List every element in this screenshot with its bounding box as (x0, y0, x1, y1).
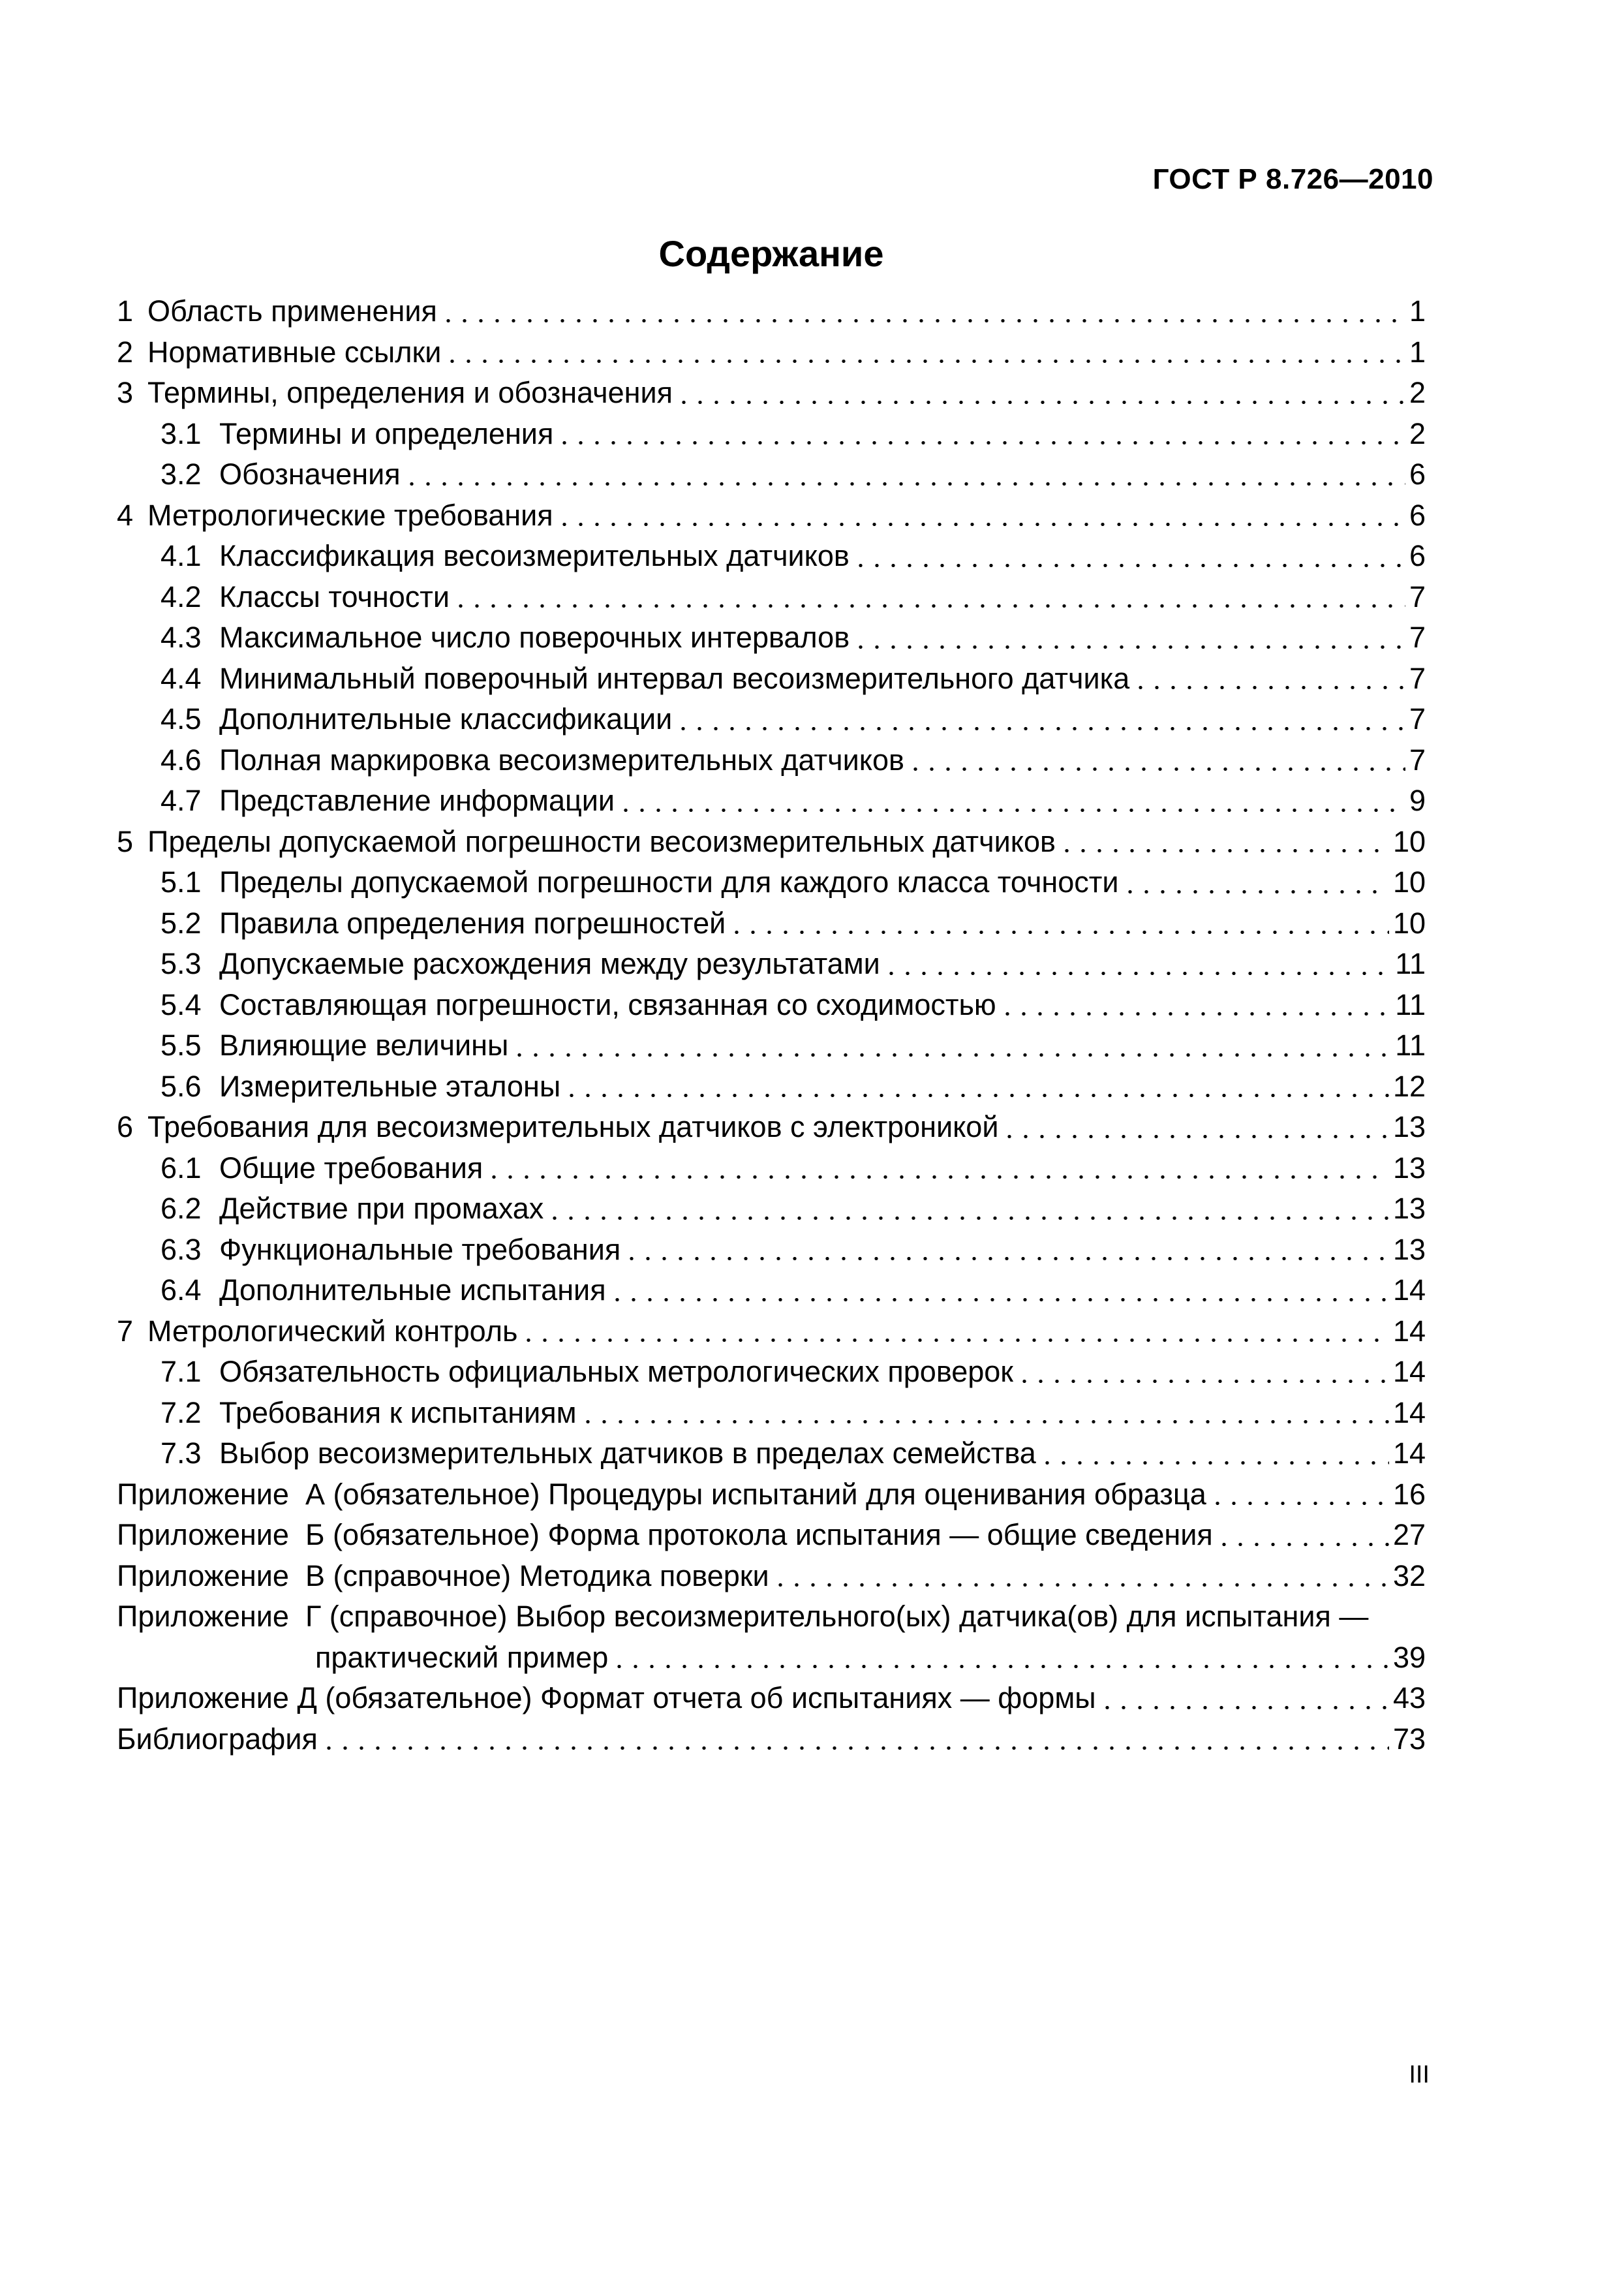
toc-page-number: 7 (1409, 702, 1426, 736)
toc-item-number: 5 (117, 824, 134, 858)
toc-item-label: Приложение Г (справочное) Выбор весоизмерительного(ых) датчика(ов) для испытания — (117, 1600, 1369, 1633)
toc-item-number: 4.1 (161, 539, 202, 572)
toc-page-number: 11 (1395, 947, 1426, 980)
toc-page-number: 6 (1409, 539, 1426, 572)
toc-page-number: 43 (1392, 1681, 1426, 1714)
toc-item-number: 5.5 (161, 1029, 202, 1062)
toc-item-label: Функциональные требования (219, 1232, 621, 1266)
toc-item-label: Приложение А (обязательное) Процедуры испытаний для оценивания образца (117, 1477, 1206, 1511)
toc-page-number: 14 (1392, 1395, 1426, 1429)
toc-page-number: 7 (1409, 661, 1426, 695)
dot-leader (1129, 659, 1405, 700)
dot-leader (553, 414, 1405, 455)
toc-item-number: 7 (117, 1314, 134, 1348)
dot-leader (553, 495, 1405, 536)
toc-item-label: Обязательность официальных метрологических проверок (219, 1355, 1013, 1388)
toc-item-label: Дополнительные классификации (219, 702, 673, 736)
toc-page-number: 27 (1392, 1518, 1426, 1551)
toc-item-label: Допускаемые расхождения между результатами (219, 947, 880, 980)
toc-item-number: 7.1 (161, 1355, 202, 1388)
toc-item-label: Минимальный поверочный интервал весоизмерительного датчика (219, 661, 1130, 695)
toc-item-number: 6 (117, 1110, 134, 1143)
toc-page-number: 32 (1392, 1558, 1426, 1592)
toc-item-number: 5.3 (161, 947, 202, 980)
dot-leader (1206, 1474, 1389, 1515)
dot-leader (508, 1025, 1391, 1066)
toc-page-number: 11 (1395, 987, 1426, 1021)
dot-leader (577, 1393, 1389, 1434)
toc-row (117, 1433, 1426, 1474)
toc-page-number: 12 (1392, 1069, 1426, 1103)
toc-row (117, 1515, 1426, 1556)
toc-page-number: 13 (1392, 1192, 1426, 1225)
dot-leader (1056, 822, 1389, 863)
toc-row (117, 659, 1426, 700)
toc-item-label: Выбор весоизмерительных датчиков в пределах семейства (219, 1436, 1036, 1470)
toc-page-number: 14 (1392, 1436, 1426, 1470)
toc-item-number: 4.3 (161, 621, 202, 654)
toc-item-label: Пределы допускаемой погрешности для каждого класса точности (219, 865, 1119, 899)
toc-item-number: 6.4 (161, 1273, 202, 1307)
toc-row (117, 1637, 1426, 1679)
toc-item-label: практический пример (315, 1640, 609, 1674)
toc-row (117, 1270, 1426, 1311)
toc-item-label: Термины и определения (219, 416, 554, 450)
toc-item-label: Измерительные эталоны (219, 1069, 561, 1103)
table-of-contents (117, 291, 1426, 1759)
dot-leader (441, 332, 1405, 373)
dot-leader (620, 1230, 1389, 1271)
toc-row (117, 781, 1426, 822)
toc-row (117, 1352, 1426, 1393)
toc-row (117, 373, 1426, 414)
toc-page-number: 10 (1392, 865, 1426, 899)
toc-item-number: 5.6 (161, 1069, 202, 1103)
toc-page-number: 13 (1392, 1110, 1426, 1143)
dot-leader (615, 781, 1405, 822)
dot-leader (450, 577, 1405, 618)
toc-row (117, 903, 1426, 944)
toc-item-number: 7.3 (161, 1436, 202, 1470)
toc-row (117, 1230, 1426, 1271)
sheet-number: III (1409, 2061, 1430, 2088)
toc-item-number: 3.2 (161, 457, 202, 491)
toc-item-number: 6.3 (161, 1232, 202, 1266)
toc-row (117, 617, 1426, 659)
toc-item-number: 4.5 (161, 702, 202, 736)
dot-leader (1036, 1433, 1389, 1474)
dot-leader (606, 1270, 1389, 1311)
toc-page-number: 11 (1395, 1029, 1426, 1062)
dot-leader (998, 1107, 1388, 1148)
toc-item-label: Максимальное число поверочных интервалов (219, 621, 850, 654)
toc-page-number: 7 (1409, 743, 1426, 777)
toc-row (117, 985, 1426, 1026)
toc-row (117, 291, 1426, 332)
toc-item-label: Пределы допускаемой погрешности весоизмерительных датчиков (147, 824, 1056, 858)
dot-leader (726, 903, 1389, 944)
toc-page-number: 2 (1409, 416, 1426, 450)
toc-page-number: 73 (1392, 1722, 1426, 1756)
toc-page-number: 14 (1392, 1273, 1426, 1307)
toc-item-label: Дополнительные испытания (219, 1273, 606, 1307)
toc-item-label: Приложение В (справочное) Методика поверки (117, 1558, 769, 1592)
toc-item-number: 4.7 (161, 784, 202, 817)
toc-row (117, 414, 1426, 455)
toc-row (117, 1393, 1426, 1434)
toc-row (117, 1311, 1426, 1352)
dot-leader (850, 536, 1405, 577)
toc-page-number: 1 (1409, 294, 1426, 328)
toc-page-number: 14 (1392, 1355, 1426, 1388)
dot-leader (880, 944, 1391, 985)
toc-row (117, 1107, 1426, 1148)
toc-page-number: 13 (1392, 1151, 1426, 1185)
dot-leader (1096, 1678, 1389, 1719)
dot-leader (483, 1148, 1389, 1189)
toc-row (117, 332, 1426, 373)
toc-row (117, 822, 1426, 863)
toc-item-label: Приложение Б (обязательное) Форма протокола испытания — общие сведения (117, 1518, 1213, 1551)
toc-item-label: Классы точности (219, 580, 450, 613)
toc-item-label: Метрологический контроль (147, 1314, 518, 1348)
dot-leader (608, 1637, 1389, 1679)
page-title: Содержание (658, 233, 884, 274)
toc-item-label: Действие при промахах (219, 1192, 544, 1225)
toc-item-number: 4.2 (161, 580, 202, 613)
toc-row (117, 495, 1426, 536)
toc-item-label: Требования к испытаниям (219, 1395, 577, 1429)
toc-page-number: 6 (1409, 457, 1426, 491)
toc-item-number: 5.4 (161, 987, 202, 1021)
toc-item-number: 3 (117, 376, 134, 409)
toc-page-number: 10 (1392, 824, 1426, 858)
toc-item-number: 6.1 (161, 1151, 202, 1185)
toc-page-number: 7 (1409, 580, 1426, 613)
toc-page-number: 13 (1392, 1232, 1426, 1266)
toc-row (117, 862, 1426, 903)
toc-row (117, 1148, 1426, 1189)
toc-row (117, 1066, 1426, 1108)
toc-page-number: 10 (1392, 906, 1426, 940)
toc-item-number: 4.4 (161, 661, 202, 695)
toc-row (117, 740, 1426, 781)
toc-item-number: 5.1 (161, 865, 202, 899)
toc-row (117, 1678, 1426, 1719)
toc-item-label: Требования для весоизмерительных датчиков с электроникой (147, 1110, 999, 1143)
dot-leader (318, 1719, 1389, 1760)
toc-item-label: Классификация весоизмерительных датчиков (219, 539, 850, 572)
toc-item-label: Представление информации (219, 784, 615, 817)
dot-leader (401, 454, 1405, 495)
toc-item-label: Общие требования (219, 1151, 483, 1185)
toc-row (117, 536, 1426, 577)
toc-row (117, 1025, 1426, 1066)
toc-item-label: Полная маркировка весоизмерительных датчиков (219, 743, 904, 777)
dot-leader (769, 1556, 1389, 1597)
toc-item-number: 2 (117, 335, 134, 369)
dot-leader (437, 291, 1405, 332)
toc-page-number: 9 (1409, 784, 1426, 817)
toc-row (117, 1719, 1426, 1760)
toc-item-label: Правила определения погрешностей (219, 906, 726, 940)
toc-item-label: Нормативные ссылки (147, 335, 442, 369)
dot-leader (996, 985, 1392, 1026)
dot-leader (517, 1311, 1389, 1352)
dot-leader (672, 699, 1405, 740)
toc-page-number: 16 (1392, 1477, 1426, 1511)
toc-page-number: 39 (1392, 1640, 1426, 1674)
toc-item-label: Область применения (147, 294, 437, 328)
toc-item-label: Обозначения (219, 457, 401, 491)
toc-page-number: 14 (1392, 1314, 1426, 1348)
toc-row (117, 1188, 1426, 1230)
toc-row (117, 1596, 1426, 1637)
toc-row (117, 1474, 1426, 1515)
toc-row (117, 454, 1426, 495)
toc-row (117, 1556, 1426, 1597)
toc-row (117, 699, 1426, 740)
toc-page-number: 2 (1409, 376, 1426, 409)
dot-leader (904, 740, 1405, 781)
dot-leader (1213, 1515, 1389, 1556)
toc-item-label: Влияющие величины (219, 1029, 509, 1062)
toc-page-number: 1 (1409, 335, 1426, 369)
dot-leader (1119, 862, 1389, 903)
toc-item-number: 6.2 (161, 1192, 202, 1225)
toc-page-number: 7 (1409, 621, 1426, 654)
dot-leader (544, 1188, 1389, 1230)
toc-item-number: 5.2 (161, 906, 202, 940)
dot-leader (850, 617, 1405, 659)
toc-item-number: 1 (117, 294, 134, 328)
toc-item-number: 4 (117, 498, 134, 532)
dot-leader (673, 373, 1405, 414)
toc-item-number: 4.6 (161, 743, 202, 777)
toc-item-label: Библиография (117, 1722, 318, 1756)
toc-item-label: Термины, определения и обозначения (147, 376, 673, 409)
toc-row (117, 577, 1426, 618)
toc-item-label: Приложение Д (обязательное) Формат отчета об испытаниях — формы (117, 1681, 1096, 1714)
document-code: ГОСТ Р 8.726—2010 (1152, 163, 1433, 195)
toc-item-number: 3.1 (161, 416, 202, 450)
toc-item-label: Составляющая погрешности, связанная со сходимостью (219, 987, 996, 1021)
dot-leader (1013, 1352, 1389, 1393)
toc-row (117, 944, 1426, 985)
dot-leader (560, 1066, 1389, 1108)
toc-page-number: 6 (1409, 498, 1426, 532)
toc-item-number: 7.2 (161, 1395, 202, 1429)
toc-item-label: Метрологические требования (147, 498, 553, 532)
